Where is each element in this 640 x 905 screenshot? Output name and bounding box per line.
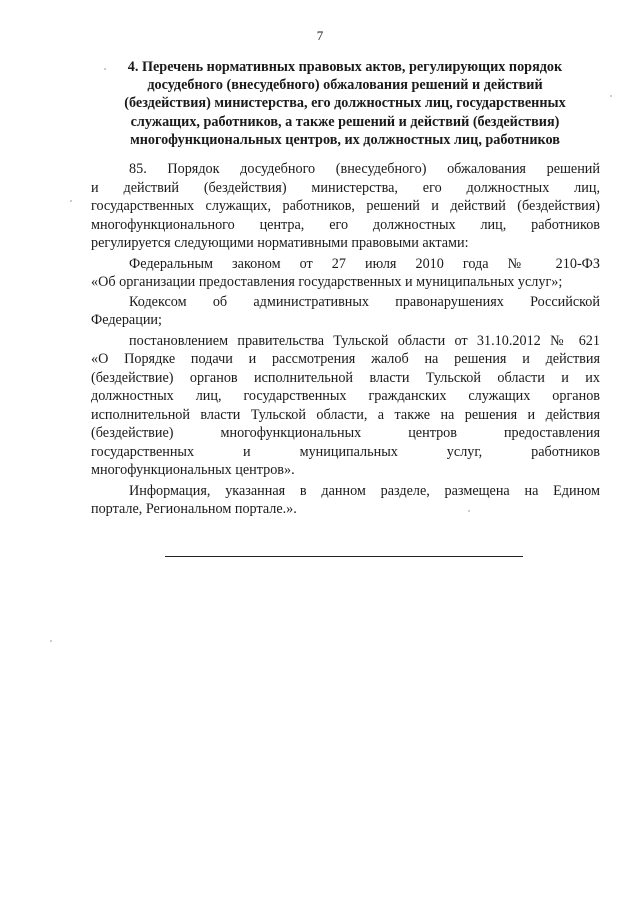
page-number: 7	[316, 28, 324, 43]
text-line: многофункционального центра, его должностных лиц, работников	[91, 216, 600, 233]
paragraph-federal-law	[91, 255, 600, 292]
text-line: «О Порядке подачи и рассмотрения жалоб на решения и действия	[91, 351, 600, 367]
text-line: постановлением правительства Тульской области от 31.10.2012 № 621	[129, 332, 600, 349]
text-line: (бездействие) многофункциональных центров предоставления	[91, 425, 600, 441]
text-line: государственных и муниципальных услуг, работников	[91, 443, 600, 460]
heading-line: (бездействия) министерства, его должностных лиц, государственных	[124, 95, 566, 112]
text-line: и действий (бездействия) министерства, его должностных лиц,	[91, 179, 600, 196]
paragraph-85	[91, 160, 600, 253]
text-line: 85. Порядок досудебного (внесудебного) обжалования решений	[129, 161, 600, 177]
text-line: исполнительной власти Тульской области, а также на решения и действия	[91, 406, 600, 423]
text-line: портале, Региональном портале.».	[91, 501, 297, 517]
heading-line: служащих, работников, а также решений и действий (бездействия)	[130, 113, 560, 130]
scan-speck	[610, 95, 612, 97]
scan-speck	[70, 200, 72, 202]
heading-line: многофункциональных центров, их должностных лиц, работников	[130, 131, 560, 148]
end-divider-line	[165, 556, 523, 557]
text-line: «Об организации предоставления государственных и муниципальных услуг»;	[91, 274, 563, 290]
text-line: Кодексом об административных правонарушениях Российской	[129, 293, 600, 310]
paragraph-resolution	[91, 332, 600, 480]
paragraph-information	[91, 482, 600, 519]
paragraph-code	[91, 293, 600, 330]
text-line: регулируется следующими нормативными правовыми актами:	[91, 235, 469, 251]
text-line: многофункциональных центров».	[91, 462, 295, 478]
text-line: Федеральным законом от 27 июля 2010 года № 210-ФЗ	[129, 255, 600, 272]
text-line: государственных служащих, работников, решений и действий (бездействия)	[91, 198, 600, 214]
section-heading	[88, 58, 602, 149]
heading-line: досудебного (внесудебного) обжалования решений и действий	[147, 77, 543, 94]
text-line: Федерации;	[91, 312, 162, 328]
scan-speck	[468, 510, 470, 512]
document-body	[91, 160, 600, 519]
heading-line: 4. Перечень нормативных правовых актов, регулирующих порядок	[127, 59, 563, 75]
text-line: (бездействие) органов исполнительной власти Тульской области и их	[91, 369, 600, 386]
text-line: Информация, указанная в данном разделе, размещена на Едином	[129, 482, 600, 499]
scan-speck	[104, 68, 106, 70]
text-line: должностных лиц, государственных гражданских служащих органов	[91, 388, 600, 404]
scan-speck	[50, 640, 52, 642]
